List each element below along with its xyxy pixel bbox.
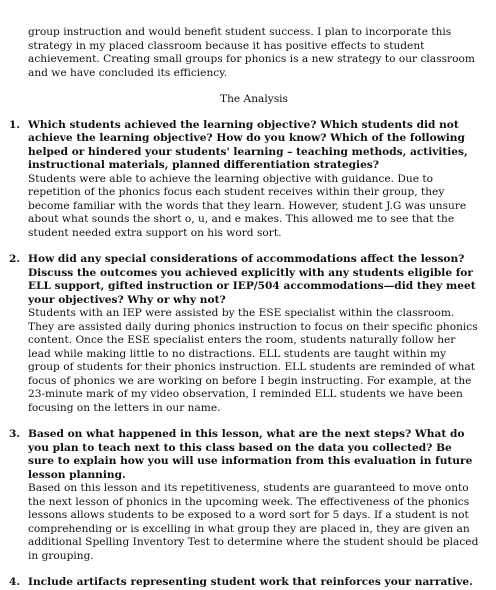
question-text: How did any special considerations of accommodations affect the lesson? Discuss the outcomes you achieved explicitly with any students eligible for ELL support, gifted instruction or IEP/504 accommodations—did they meet your objectives? Why or why not? [28,253,476,306]
answer-text: Students with an IEP were assisted by the ESE specialist within the classroom. They are assisted daily during phonics instruction to focus on their specific phonics content. Once the ESE specialist enters the room, students naturally follow her lead while making little to no distractions. ELL students are taught within my group of students for their phonics instruction. ELL students are reminded of what focus of phonics we are working on before I begin instructing. For example, at the 23-minute mark of my video observation, I reminded ELL students we have been focusing on the letters in our name. [28,307,478,414]
question-text: Based on what happened in this lesson, what are the next steps? What do you plan to teach next to this class based on the data you collected? Be sure to explain how you will use information from this evaluation in future lesson planning. [28,428,473,481]
question-item-3 [9,428,480,563]
question-item-4 [9,576,480,590]
question-item-2 [9,253,480,415]
question-list [9,118,480,590]
answer-text: Students were able to achieve the learning objective with guidance. Due to repetition of the phonics focus each student receives within their group, they become familiar with the words that they learn. However, student J.G was unsure about what sounds the short o, u, and e makes. This allowed me to see that the student needed extra support on his word sort. [28,172,467,239]
question-text: Include artifacts representing student work that reinforces your narrative. [28,576,473,588]
section-title: The Analysis [220,93,288,105]
question-number: 3. [9,428,21,440]
question-number: 1. [9,118,21,131]
question-text: Which students achieved the learning objective? Which students did not achieve the learning objective? How do you know? Which of the following helped or hindered your students' learning – teaching methods, activities, instructional materials, planned differentiation strategies? [28,118,468,171]
question-number: 4. [9,576,21,588]
question-item-1 [9,118,480,241]
answer-text: Based on this lesson and its repetitiveness, students are guaranteed to move onto the next lesson of phonics in the upcoming week. The effectiveness of the phonics lessons allows students to be exposed to a word sort for 5 days. If a student is not comprehending or is excelling in what group they are placed in, they are given an additional Spelling Inventory Test to determine where the student should be placed in grouping. [28,482,479,562]
question-number: 2. [9,253,21,265]
intro-paragraph: group instruction and would benefit student success. I plan to incorporate this strategy in my placed classroom because it has positive effects to student achievement. Creating small groups for phonics is a new strategy to our classroom and we have concluded its efficiency. [28,26,475,79]
